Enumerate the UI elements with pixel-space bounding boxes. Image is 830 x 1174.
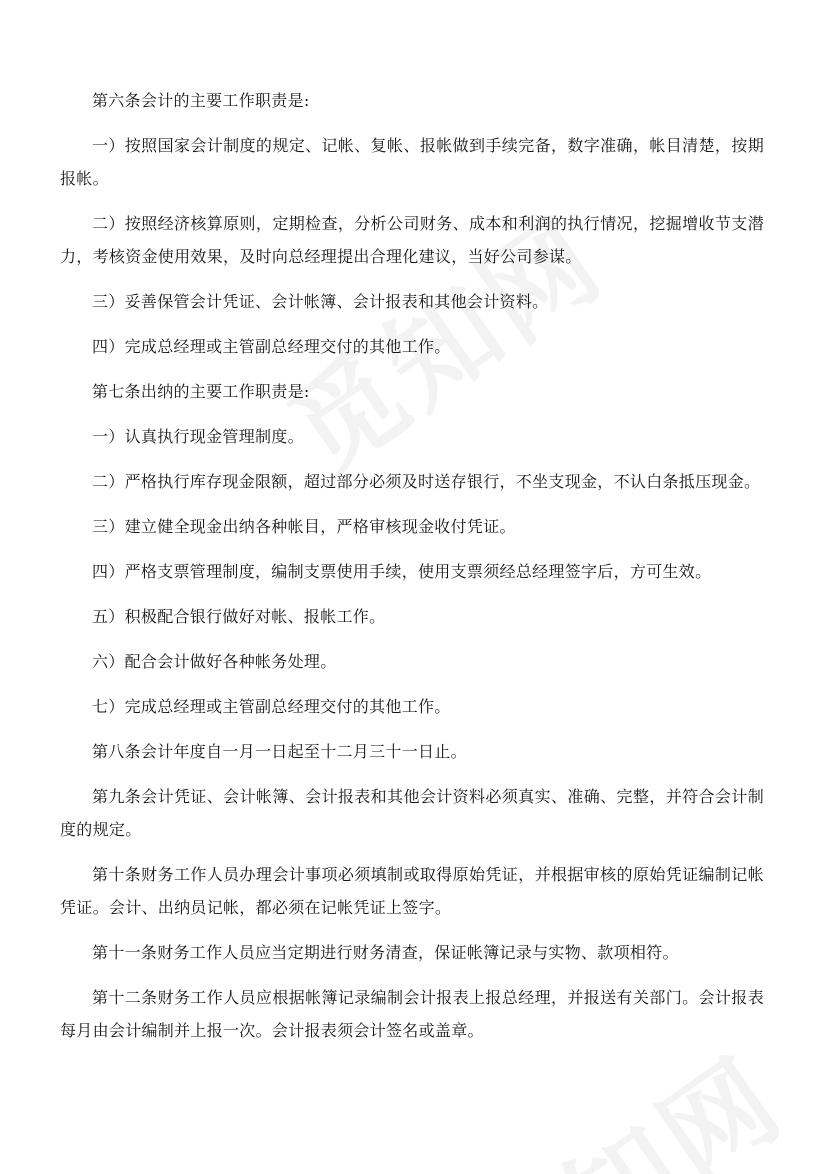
article-6-item-3: 三）妥善保管会计凭证、会计帐簿、会计报表和其他会计资料。 xyxy=(92,292,549,311)
article-6-item-2: 二）按照经济核算原则，定期检查，分析公司财务、成本和利润的执行情况，挖掘增收节支潜力，考核资金使用效果，及时向总经理提出合理化建议，当好公司参谋。 xyxy=(60,214,764,266)
document-body xyxy=(60,84,764,1059)
article-7-item-4: 四）严格支票管理制度，编制支票使用手续，使用支票须经总经理签字后，方可生效。 xyxy=(92,562,712,581)
article-7-heading: 第七条出纳的主要工作职责是: xyxy=(92,382,310,401)
article-10: 第十条财务工作人员办理会计事项必须填制或取得原始凭证，并根据审核的原始凭证编制记帐凭证。会计、出纳员记帐，都必须在记帐凭证上签字。 xyxy=(60,865,764,917)
article-7-item-7: 七）完成总经理或主管副总经理交付的其他工作。 xyxy=(92,697,451,716)
article-7-item-1: 一）认真执行现金管理制度。 xyxy=(92,427,304,446)
article-7-item-5: 五）积极配合银行做好对帐、报帐工作。 xyxy=(92,607,386,626)
article-7-item-3: 三）建立健全现金出纳各种帐目，严格审核现金收付凭证。 xyxy=(92,517,516,536)
article-6-heading: 第六条会计的主要工作职责是: xyxy=(92,91,310,110)
article-12: 第十二条财务工作人员应根据帐簿记录编制会计报表上报总经理，并报送有关部门。会计报表每月由会计编制并上报一次。会计报表须会计签名或盖章。 xyxy=(60,988,764,1040)
article-9: 第九条会计凭证、会计帐簿、会计报表和其他会计资料必须真实、准确、完整，并符合会计制度的规定。 xyxy=(60,787,764,839)
article-6-item-4: 四）完成总经理或主管副总经理交付的其他工作。 xyxy=(92,337,451,356)
article-6-item-1: 一）按照国家会计制度的规定、记帐、复帐、报帐做到手续完备，数字准确，帐目清楚，按期报帐。 xyxy=(60,136,764,188)
article-7-item-2: 二）严格执行库存现金限额，超过部分必须及时送存银行，不坐支现金，不认白条抵压现金。 xyxy=(92,472,761,491)
article-7-item-6: 六）配合会计做好各种帐务处理。 xyxy=(92,652,337,671)
article-11: 第十一条财务工作人员应当定期进行财务清查，保证帐簿记录与实物、款项相符。 xyxy=(92,943,679,962)
article-8: 第八条会计年度自一月一日起至十二月三十一日止。 xyxy=(92,742,467,761)
